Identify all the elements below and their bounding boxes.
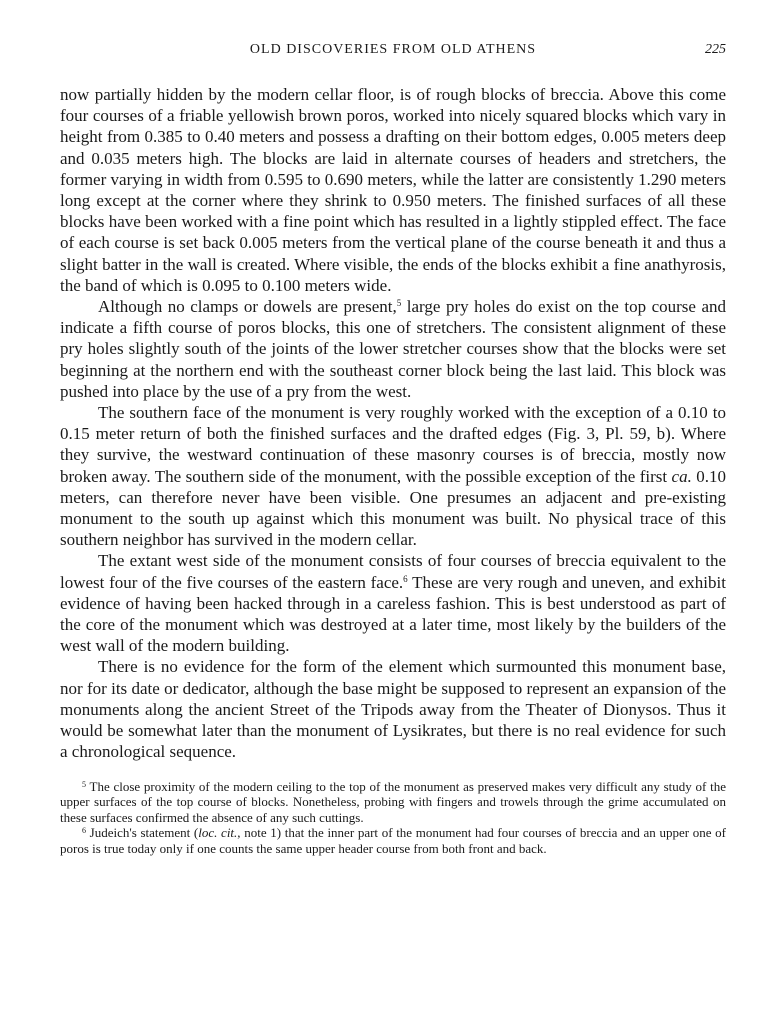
page-number: 225 bbox=[705, 42, 726, 57]
footnote-6-part-b: , note 1) that the inner part of the monument had four courses of breccia and an upper one of poros is true today only if one counts the same upper header course from both front and back. bbox=[60, 825, 726, 856]
paragraph-2-part-b: large pry holes do exist on the top course and indicate a fifth course of poros blocks, this one of stretchers. The consistent alignment of these pry holes slightly south of the joints of the lower stretcher courses show that the blocks were set beginning at the northern end with the southeast corner block being the last laid. This block was pushed into place by the use of a pry from the west. bbox=[60, 297, 726, 401]
loc-cit: loc. cit. bbox=[198, 825, 238, 841]
running-title: OLD DISCOVERIES FROM OLD ATHENS bbox=[249, 42, 537, 57]
footnote-ref-6: 6 bbox=[403, 573, 408, 584]
paragraph-1: now partially hidden by the modern cellar floor, is of rough blocks of breccia. Above this come four courses of a friable yellowish brown poros, worked into nicely squared blocks which vary in height from 0.385 to 0.40 meters and possess a drafting on their bottom edges, 0.005 meters deep and 0.035 meters high. The blocks are laid in alternate courses of headers and stretchers, the former varying in width from 0.595 to 0.690 meters, while the latter are consistently 1.290 meters long except at the corner where they shrink to 0.950 meters. The finished surfaces of all these blocks have been worked with a fine point which has resulted in a lightly stippled effect. The face of each course is set back 0.005 meters from the vertical plane of the course beneath it and thus a slight batter in the wall is created. Where visible, the ends of the blocks exhibit a fine anathyrosis, the band of which is 0.095 to 0.100 meters wide. bbox=[60, 85, 726, 295]
paragraph-2-part-a: Although no clamps or dowels are present, bbox=[98, 297, 397, 317]
paragraph-2 bbox=[60, 296, 726, 402]
paragraph-3-part-b: 0.10 meters, can therefore never have been visible. One presumes an adjacent and pre-existing monument to the south up against which this monument was built. No physical trace of this southern neighbor has survived in the modern cellar. bbox=[60, 466, 727, 550]
footnotes bbox=[60, 779, 726, 857]
footnote-6-part-a: Judeich's statement ( bbox=[86, 825, 199, 841]
footnote-5-mark: 5 bbox=[82, 779, 86, 789]
paragraph-5: There is no evidence for the form of the element which surmounted this monument base, nor for its date or dedicator, although the base might be supposed to represent an expansion of the monuments along the ancient Street of the Tripods away from the Theater of Dionysos. Thus it would be somewhat later than the monument of Lysikrates, but there is no real evidence for such a chronological sequence. bbox=[60, 657, 726, 762]
footnote-5-text: The close proximity of the modern ceiling to the top of the monument as preserved makes very difficult any study of the upper surfaces of the top course of blocks. Nonetheless, probing with fingers and trowels through the grime accumulated on these surfaces confirmed the absence of any such cuttings. bbox=[60, 778, 726, 825]
paragraph-4-part-b: These are very rough and uneven, and exhibit evidence of having been hacked through in a careless fashion. This is best understood as part of the core of the monument which was destroyed at a later time, most likely by the builders of the west wall of the modern building. bbox=[60, 572, 726, 656]
running-head bbox=[60, 42, 726, 64]
paragraph-4-part-a: The extant west side of the monument consists of four courses of breccia equivalent to the lowest four of the five courses of the eastern face. bbox=[60, 551, 726, 592]
page bbox=[60, 42, 726, 856]
footnote-ref-5: 5 bbox=[396, 298, 402, 309]
paragraph-3-part-a: The southern face of the monument is very roughly worked with the exception of a 0.10 to 0.15 meter return of both the finished surfaces and the drafted edges (Fig. 3, Pl. 59, b). Where they survive, the westward continuation of these masonry courses is of breccia, mostly now broken away. The southern side of the monument, with the possible exception of the first bbox=[60, 403, 726, 486]
body-text bbox=[60, 84, 726, 763]
circa-abbrev: ca. bbox=[671, 466, 692, 486]
paragraph-3 bbox=[60, 402, 726, 550]
footnote-5 bbox=[60, 779, 726, 826]
footnote-6 bbox=[60, 825, 726, 856]
footnote-6-mark: 6 bbox=[82, 826, 86, 836]
paragraph-4 bbox=[60, 550, 726, 656]
